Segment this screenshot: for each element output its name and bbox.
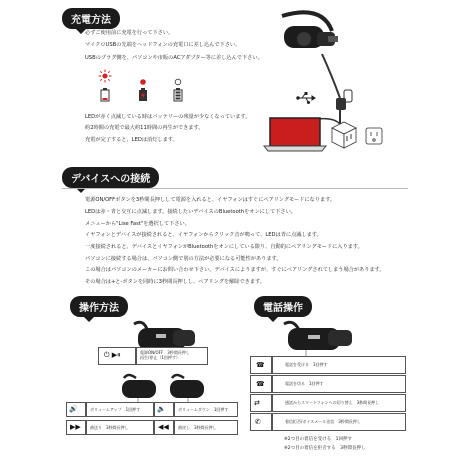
led-line-2: 約2時間の充電で最大約11時間の再生ができます。 xyxy=(85,125,204,131)
reject-label: 着信拒否/ボイスメール送信 3秒間長押し xyxy=(285,419,361,424)
power-play-icon: ⏻ ▶⏸ xyxy=(104,351,121,359)
end-call-icon: ☎ xyxy=(256,380,265,388)
call-note-1: ※2つ目の着信を受ける 1回押す xyxy=(284,437,352,442)
led-on-icon xyxy=(139,71,147,79)
reject-call-icon: ✆ xyxy=(255,418,261,426)
connection-line-4: イヤフォンとデバイスが接続されると、イヤフォンからクリック音が鳴って、LEDは青に点滅します。 xyxy=(85,232,322,238)
call-in-label: 電話を受ける 1回押す xyxy=(285,362,328,367)
reject-icon-cell xyxy=(250,413,272,431)
call-earphone-illustration xyxy=(276,318,366,358)
connection-line-1: 電源ON/OFFボタンを3秒間長押しして電源を入れると、イヤフォンはすぐにペアリングモードになります。 xyxy=(85,197,336,203)
vol-down-label-cell xyxy=(174,402,238,417)
next-icon-cell xyxy=(66,420,86,435)
call-title: 電話操作 xyxy=(254,296,312,317)
connection-line-6: パソコンに接続する場合は、パソコン側で別の方法が必要になる可能性があります。 xyxy=(85,256,282,262)
power-label-cell xyxy=(136,347,208,365)
connection-line-2: LEDは赤・青と交互に点滅します。接続したいデバイスのBluetoothをオンにして下さい。 xyxy=(85,209,296,215)
next-track-icon: ▶▶ xyxy=(70,423,81,431)
next-label: 曲送り 3秒間長押し xyxy=(90,425,129,430)
call-end-icon-cell xyxy=(250,375,272,393)
vol-down-label: ボリュームダウン 1回押す xyxy=(178,407,229,412)
connection-line-8: その場合は+と-ボタンを同時に3秒間長押しし、ペアリングを解除できます。 xyxy=(85,279,265,285)
charging-title: 充電方法 xyxy=(62,8,120,29)
volume-up-icon: 🔊 xyxy=(69,405,78,413)
call-end-label: 電話を切る 1回押す xyxy=(285,381,324,386)
vol-up-label-cell xyxy=(86,402,154,417)
led-blink-icon xyxy=(98,68,112,82)
prev-icon-cell xyxy=(154,420,174,435)
call-in-icon-cell xyxy=(250,356,272,374)
next-label-cell xyxy=(86,420,154,435)
battery-full-icon xyxy=(173,87,183,106)
vol-up-icon-cell xyxy=(66,402,86,417)
battery-low-icon xyxy=(100,87,110,106)
reject-label-cell xyxy=(272,413,406,431)
prev-track-icon: ◀◀ xyxy=(158,423,169,431)
prev-label-cell xyxy=(174,420,238,435)
call-note-2: ※2つ目の着信を拒否する 3秒間長押し xyxy=(284,446,366,451)
transfer-icon-cell xyxy=(250,394,272,412)
power-label: 電源ON/OFF 3秒間長押し 再生/停止（1回押す） xyxy=(140,350,190,360)
led-line-1: LEDが赤く点滅している時はバッテリーの残量が少なくなっています。 xyxy=(85,114,251,120)
vol-down-icon-cell xyxy=(154,402,174,417)
connection-line-7: この場合はパソコンのメーカーにお問い合わせ下さい。デバイスによりますが、すぐにペアリングされてしまう場合があります。 xyxy=(85,267,385,273)
battery-charging-icon xyxy=(138,87,148,106)
incoming-call-icon: ☎ xyxy=(256,361,265,369)
charging-line-1: 必ずご使用前に充電を行って下さい。 xyxy=(85,30,174,36)
connection-divider xyxy=(62,188,408,189)
charging-line-3: USBのプラグ側を、パソコンや市販のACアダプター等に差し込んで下さい。 xyxy=(85,55,263,61)
transfer-label: 通話からスマートフォンへの切り替え 3秒間長押し xyxy=(285,400,380,405)
prev-label: 曲戻し 3秒間長押し xyxy=(178,425,217,430)
connection-title: デバイスへの接続 xyxy=(62,167,159,188)
power-icon-cell xyxy=(98,347,136,365)
led-line-3: 充電が完了すると、LEDは消灯します。 xyxy=(85,137,178,143)
led-off-icon xyxy=(174,71,182,79)
volume-down-icon: 🔉 xyxy=(157,405,166,413)
call-in-label-cell xyxy=(272,356,406,374)
transfer-label-cell xyxy=(272,394,406,412)
vol-up-label: ボリュームアップ 1回押す xyxy=(90,407,141,412)
call-end-label-cell xyxy=(272,375,406,393)
charging-line-2: マイクロUSBの先端をヘッドフォンの充電口に差し込んで下さい。 xyxy=(85,42,241,48)
operation-title: 操作方法 xyxy=(70,296,128,317)
charging-illustration xyxy=(262,6,452,154)
connection-line-3: メニューから"Lise Fast"を選択して下さい。 xyxy=(85,221,190,227)
transfer-call-icon: ⇄ xyxy=(254,399,260,407)
connection-line-5: 一度接続されると、デバイスとイヤフォンがBluetoothをオンにしている限り、自動的にペアリングモードに入ります。 xyxy=(85,244,363,250)
